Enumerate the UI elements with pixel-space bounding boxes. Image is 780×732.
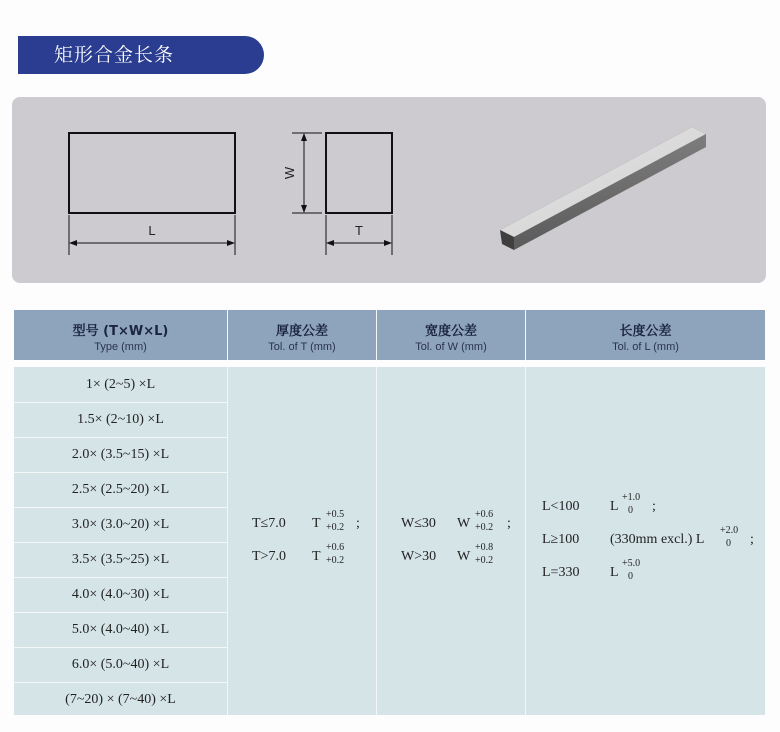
type-row: 2.0× (3.5~15) ×L (71, 447, 170, 462)
type-row: 4.0× (4.0~30) ×L (71, 587, 170, 602)
carbide-bar-3d (500, 127, 706, 250)
type-row: 6.0× (5.0~40) ×L (71, 657, 170, 672)
dimension-drawing (12, 97, 766, 283)
diagram-panel (12, 97, 766, 283)
cross-section-rect (326, 133, 392, 213)
type-row: 2.5× (2.5~20) ×L (71, 482, 170, 497)
thickness-tolerance: T≤7.0 T +0.5 +0.2 ; T>7.0 T +0.6 +0.2 (252, 509, 360, 566)
table-body (14, 367, 765, 715)
type-row: (7~20) × (7~40) ×L (65, 692, 176, 707)
type-row: 1.5× (2~10) ×L (77, 412, 164, 427)
table-header (14, 310, 765, 360)
type-row: 3.5× (3.5~25) ×L (71, 552, 170, 567)
header-thickness-tol: 厚度公差 Tol. of T (mm) (268, 324, 336, 353)
type-row: 5.0× (4.0~40) ×L (71, 622, 170, 637)
width-tolerance: W≤30 W +0.6 +0.2 ; W>30 W +0.8 +0.2 (401, 509, 511, 566)
header-type: 型号 (T×W×L) Type (mm) (72, 324, 169, 353)
type-row: 3.0× (3.0~20) ×L (71, 517, 170, 532)
header-length-tol: 长度公差 Tol. of L (mm) (612, 324, 679, 353)
type-row: 1× (2~5) ×L (85, 377, 156, 392)
header-width-tol: 宽度公差 Tol. of W (mm) (415, 324, 487, 353)
length-label: L (148, 223, 156, 238)
section-title: 矩形合金长条 (18, 36, 264, 74)
thickness-label: T (355, 223, 363, 238)
width-label: W (282, 166, 297, 180)
length-tolerance: L<100 L +1.0 0 ; L≥100 (330mm excl.) L +2.0 0 ; L=330 L +5.0 0 (542, 492, 754, 582)
length-view-rect (69, 133, 235, 213)
